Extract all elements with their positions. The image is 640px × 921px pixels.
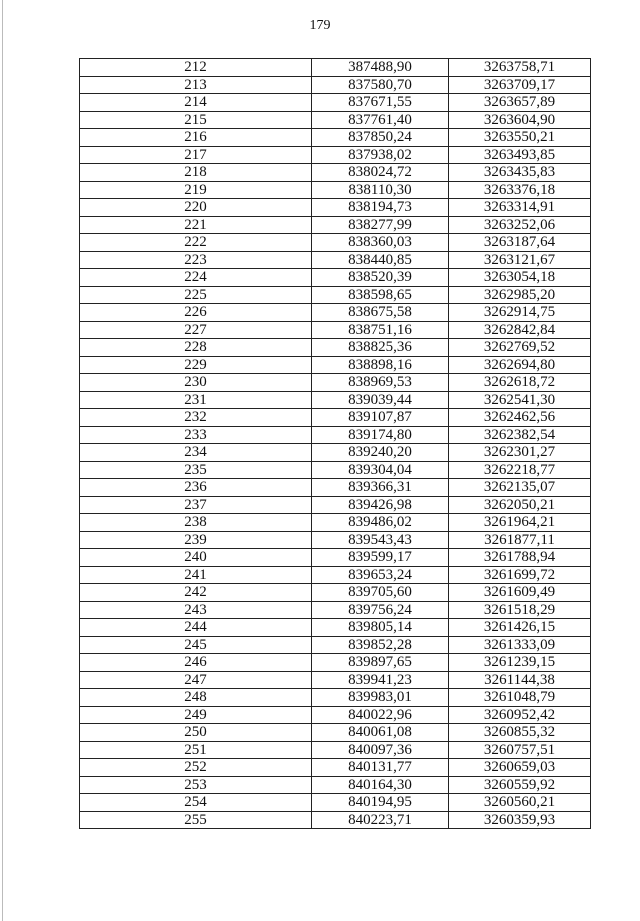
point-number-cell: 218 — [80, 164, 312, 182]
point-number-cell: 248 — [80, 689, 312, 707]
x-coordinate-cell: 840131,77 — [312, 759, 449, 777]
point-number-cell: 227 — [80, 321, 312, 339]
y-coordinate-cell: 3262218,77 — [449, 461, 591, 479]
x-coordinate-cell: 837850,24 — [312, 129, 449, 147]
y-coordinate-cell: 3263314,91 — [449, 199, 591, 217]
x-coordinate-cell: 838598,65 — [312, 286, 449, 304]
table-row — [80, 689, 591, 707]
x-coordinate-cell: 837580,70 — [312, 76, 449, 94]
x-coordinate-cell: 838675,58 — [312, 304, 449, 322]
page-edge-line — [2, 0, 3, 921]
y-coordinate-cell: 3260757,51 — [449, 741, 591, 759]
table-row — [80, 76, 591, 94]
table-row — [80, 409, 591, 427]
table-row — [80, 339, 591, 357]
x-coordinate-cell: 387488,90 — [312, 59, 449, 77]
table-row — [80, 111, 591, 129]
x-coordinate-cell: 837671,55 — [312, 94, 449, 112]
table-row — [80, 146, 591, 164]
y-coordinate-cell: 3263252,06 — [449, 216, 591, 234]
table-row — [80, 584, 591, 602]
table-row — [80, 461, 591, 479]
x-coordinate-cell: 838194,73 — [312, 199, 449, 217]
x-coordinate-cell: 838898,16 — [312, 356, 449, 374]
point-number-cell: 228 — [80, 339, 312, 357]
x-coordinate-cell: 837761,40 — [312, 111, 449, 129]
x-coordinate-cell: 839543,43 — [312, 531, 449, 549]
table-row — [80, 724, 591, 742]
x-coordinate-cell: 839426,98 — [312, 496, 449, 514]
x-coordinate-cell: 840097,36 — [312, 741, 449, 759]
table-row — [80, 356, 591, 374]
y-coordinate-cell: 3261426,15 — [449, 619, 591, 637]
point-number-cell: 216 — [80, 129, 312, 147]
table-row — [80, 426, 591, 444]
point-number-cell: 226 — [80, 304, 312, 322]
x-coordinate-cell: 840223,71 — [312, 811, 449, 829]
table-row — [80, 811, 591, 829]
point-number-cell: 213 — [80, 76, 312, 94]
x-coordinate-cell: 839599,17 — [312, 549, 449, 567]
y-coordinate-cell: 3261144,38 — [449, 671, 591, 689]
x-coordinate-cell: 839240,20 — [312, 444, 449, 462]
x-coordinate-cell: 839705,60 — [312, 584, 449, 602]
point-number-cell: 244 — [80, 619, 312, 637]
point-number-cell: 223 — [80, 251, 312, 269]
point-number-cell: 254 — [80, 794, 312, 812]
point-number-cell: 251 — [80, 741, 312, 759]
x-coordinate-cell: 838024,72 — [312, 164, 449, 182]
x-coordinate-cell: 838277,99 — [312, 216, 449, 234]
table-row — [80, 706, 591, 724]
table-row — [80, 391, 591, 409]
x-coordinate-cell: 839366,31 — [312, 479, 449, 497]
point-number-cell: 252 — [80, 759, 312, 777]
table-row — [80, 304, 591, 322]
y-coordinate-cell: 3263657,89 — [449, 94, 591, 112]
y-coordinate-cell: 3262769,52 — [449, 339, 591, 357]
point-number-cell: 224 — [80, 269, 312, 287]
table-row — [80, 776, 591, 794]
y-coordinate-cell: 3262694,80 — [449, 356, 591, 374]
y-coordinate-cell: 3263435,83 — [449, 164, 591, 182]
y-coordinate-cell: 3260559,92 — [449, 776, 591, 794]
table-row — [80, 199, 591, 217]
point-number-cell: 230 — [80, 374, 312, 392]
y-coordinate-cell: 3262301,27 — [449, 444, 591, 462]
point-number-cell: 220 — [80, 199, 312, 217]
point-number-cell: 212 — [80, 59, 312, 77]
x-coordinate-cell: 838110,30 — [312, 181, 449, 199]
x-coordinate-cell: 839653,24 — [312, 566, 449, 584]
x-coordinate-cell: 840164,30 — [312, 776, 449, 794]
point-number-cell: 225 — [80, 286, 312, 304]
table-row — [80, 234, 591, 252]
table-row — [80, 549, 591, 567]
x-coordinate-cell: 839805,14 — [312, 619, 449, 637]
y-coordinate-cell: 3263054,18 — [449, 269, 591, 287]
point-number-cell: 215 — [80, 111, 312, 129]
point-number-cell: 247 — [80, 671, 312, 689]
x-coordinate-cell: 840022,96 — [312, 706, 449, 724]
y-coordinate-cell: 3261788,94 — [449, 549, 591, 567]
y-coordinate-cell: 3263604,90 — [449, 111, 591, 129]
point-number-cell: 250 — [80, 724, 312, 742]
point-number-cell: 238 — [80, 514, 312, 532]
table-row — [80, 759, 591, 777]
point-number-cell: 222 — [80, 234, 312, 252]
point-number-cell: 245 — [80, 636, 312, 654]
y-coordinate-cell: 3262050,21 — [449, 496, 591, 514]
point-number-cell: 231 — [80, 391, 312, 409]
y-coordinate-cell: 3263187,64 — [449, 234, 591, 252]
point-number-cell: 240 — [80, 549, 312, 567]
table-row — [80, 496, 591, 514]
x-coordinate-cell: 838751,16 — [312, 321, 449, 339]
point-number-cell: 246 — [80, 654, 312, 672]
y-coordinate-cell: 3263493,85 — [449, 146, 591, 164]
table-row — [80, 164, 591, 182]
point-number-cell: 217 — [80, 146, 312, 164]
table-row — [80, 321, 591, 339]
table-row — [80, 741, 591, 759]
y-coordinate-cell: 3262462,56 — [449, 409, 591, 427]
point-number-cell: 219 — [80, 181, 312, 199]
x-coordinate-cell: 838825,36 — [312, 339, 449, 357]
point-number-cell: 242 — [80, 584, 312, 602]
y-coordinate-cell: 3261518,29 — [449, 601, 591, 619]
point-number-cell: 229 — [80, 356, 312, 374]
y-coordinate-cell: 3263121,67 — [449, 251, 591, 269]
x-coordinate-cell: 838969,53 — [312, 374, 449, 392]
table-row — [80, 566, 591, 584]
y-coordinate-cell: 3262382,54 — [449, 426, 591, 444]
x-coordinate-cell: 839304,04 — [312, 461, 449, 479]
point-number-cell: 239 — [80, 531, 312, 549]
point-number-cell: 253 — [80, 776, 312, 794]
x-coordinate-cell: 839852,28 — [312, 636, 449, 654]
y-coordinate-cell: 3262135,07 — [449, 479, 591, 497]
table-row — [80, 479, 591, 497]
x-coordinate-cell: 839107,87 — [312, 409, 449, 427]
y-coordinate-cell: 3262985,20 — [449, 286, 591, 304]
x-coordinate-cell: 839486,02 — [312, 514, 449, 532]
y-coordinate-cell: 3261239,15 — [449, 654, 591, 672]
table-row — [80, 94, 591, 112]
y-coordinate-cell: 3261699,72 — [449, 566, 591, 584]
point-number-cell: 221 — [80, 216, 312, 234]
y-coordinate-cell: 3260359,93 — [449, 811, 591, 829]
y-coordinate-cell: 3261964,21 — [449, 514, 591, 532]
y-coordinate-cell: 3262914,75 — [449, 304, 591, 322]
point-number-cell: 241 — [80, 566, 312, 584]
y-coordinate-cell: 3260659,03 — [449, 759, 591, 777]
y-coordinate-cell: 3260952,42 — [449, 706, 591, 724]
coordinates-table — [79, 58, 591, 829]
y-coordinate-cell: 3260560,21 — [449, 794, 591, 812]
x-coordinate-cell: 840061,08 — [312, 724, 449, 742]
y-coordinate-cell: 3263550,21 — [449, 129, 591, 147]
x-coordinate-cell: 840194,95 — [312, 794, 449, 812]
x-coordinate-cell: 837938,02 — [312, 146, 449, 164]
table-row — [80, 129, 591, 147]
y-coordinate-cell: 3261609,49 — [449, 584, 591, 602]
x-coordinate-cell: 839983,01 — [312, 689, 449, 707]
point-number-cell: 237 — [80, 496, 312, 514]
point-number-cell: 233 — [80, 426, 312, 444]
table-row — [80, 286, 591, 304]
y-coordinate-cell: 3263709,17 — [449, 76, 591, 94]
x-coordinate-cell: 839941,23 — [312, 671, 449, 689]
y-coordinate-cell: 3263758,71 — [449, 59, 591, 77]
x-coordinate-cell: 839039,44 — [312, 391, 449, 409]
table-row — [80, 181, 591, 199]
table-row — [80, 636, 591, 654]
table-row — [80, 251, 591, 269]
table-row — [80, 794, 591, 812]
x-coordinate-cell: 839897,65 — [312, 654, 449, 672]
y-coordinate-cell: 3263376,18 — [449, 181, 591, 199]
point-number-cell: 249 — [80, 706, 312, 724]
point-number-cell: 235 — [80, 461, 312, 479]
x-coordinate-cell: 839756,24 — [312, 601, 449, 619]
table-row — [80, 654, 591, 672]
table-row — [80, 601, 591, 619]
table-row — [80, 216, 591, 234]
coordinates-table-body — [80, 59, 591, 829]
y-coordinate-cell: 3261333,09 — [449, 636, 591, 654]
y-coordinate-cell: 3261048,79 — [449, 689, 591, 707]
x-coordinate-cell: 838360,03 — [312, 234, 449, 252]
table-row — [80, 269, 591, 287]
table-row — [80, 444, 591, 462]
y-coordinate-cell: 3262541,30 — [449, 391, 591, 409]
table-row — [80, 59, 591, 77]
table-row — [80, 671, 591, 689]
point-number-cell: 234 — [80, 444, 312, 462]
y-coordinate-cell: 3262842,84 — [449, 321, 591, 339]
point-number-cell: 214 — [80, 94, 312, 112]
x-coordinate-cell: 838440,85 — [312, 251, 449, 269]
page-number: 179 — [309, 18, 331, 33]
table-row — [80, 514, 591, 532]
point-number-cell: 232 — [80, 409, 312, 427]
y-coordinate-cell: 3260855,32 — [449, 724, 591, 742]
point-number-cell: 243 — [80, 601, 312, 619]
table-row — [80, 531, 591, 549]
point-number-cell: 255 — [80, 811, 312, 829]
table-row — [80, 619, 591, 637]
point-number-cell: 236 — [80, 479, 312, 497]
x-coordinate-cell: 839174,80 — [312, 426, 449, 444]
x-coordinate-cell: 838520,39 — [312, 269, 449, 287]
y-coordinate-cell: 3261877,11 — [449, 531, 591, 549]
y-coordinate-cell: 3262618,72 — [449, 374, 591, 392]
table-row — [80, 374, 591, 392]
